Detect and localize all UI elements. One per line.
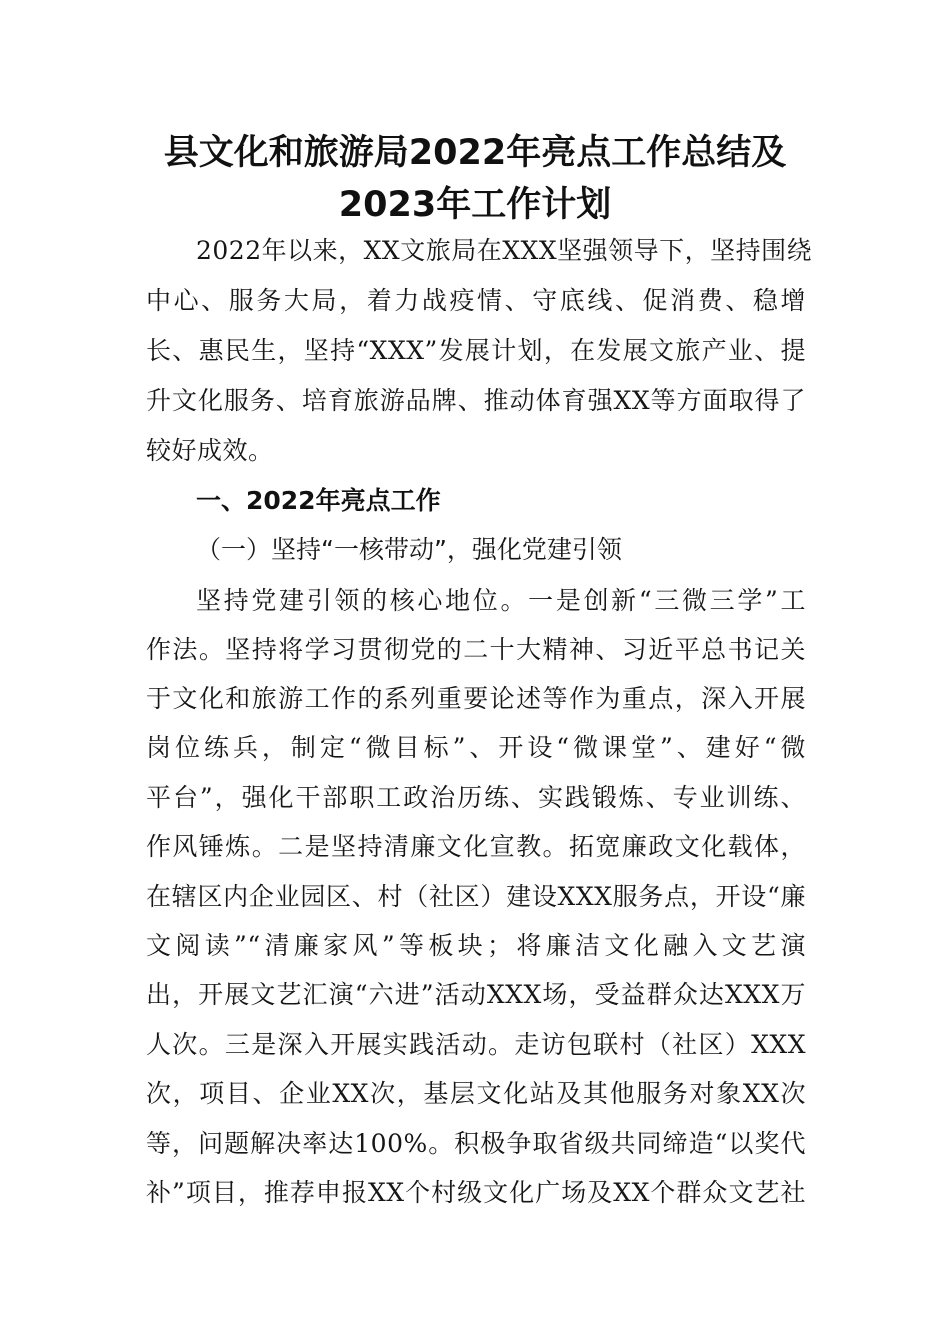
- intro-paragraph-line: 2022年以来，XX文旅局在XXX坚强领导下，坚持围绕: [196, 236, 813, 265]
- body-paragraph-line: 岗位练兵，制定“微目标”、开设“微课堂”、建好“微: [146, 733, 806, 762]
- body-paragraph-line: 补”项目，推荐申报XX个村级文化广场及XX个群众文艺社: [146, 1178, 806, 1207]
- body-paragraph-line: 作法。坚持将学习贯彻党的二十大精神、习近平总书记关: [146, 635, 806, 664]
- body-paragraph-line: 等，问题解决率达100%。积极争取省级共同缔造“以奖代: [146, 1129, 806, 1158]
- body-paragraph-line: 坚持党建引领的核心地位。一是创新“三微三学”工: [196, 586, 806, 615]
- intro-paragraph-line: 升文化服务、培育旅游品牌、推动体育强XX等方面取得了: [146, 386, 806, 415]
- body-paragraph-line: 作风锤炼。二是坚持清廉文化宣教。拓宽廉政文化载体，: [146, 832, 806, 861]
- intro-paragraph-line: 中心、服务大局，着力战疫情、守底线、促消费、稳增: [146, 286, 806, 315]
- section-heading: 一、2022年亮点工作: [196, 486, 441, 515]
- intro-paragraph-line: 长、惠民生，坚持“XXX”发展计划，在发展文旅产业、提: [146, 336, 806, 365]
- body-paragraph-line: 次，项目、企业XX次，基层文化站及其他服务对象XX次: [146, 1079, 806, 1108]
- body-paragraph-line: 平台”，强化干部职工政治历练、实践锻炼、专业训练、: [146, 783, 806, 812]
- body-paragraph-line: 在辖区内企业园区、村（社区）建设XXX服务点，开设“廉: [146, 882, 806, 911]
- body-paragraph-line: 文阅读”“清廉家风”等板块；将廉洁文化融入文艺演: [146, 931, 806, 960]
- body-paragraph-line: 出，开展文艺汇演“六进”活动XXX场，受益群众达XXX万: [146, 980, 806, 1009]
- subsection-heading: （一）坚持“一核带动”，强化党建引领: [196, 535, 622, 564]
- body-paragraph-line: 于文化和旅游工作的系列重要论述等作为重点，深入开展: [146, 684, 806, 713]
- body-paragraph-line: 人次。三是深入开展实践活动。走访包联村（社区）XXX: [146, 1030, 806, 1059]
- document-title-line-2: 2023年工作计划: [338, 185, 612, 225]
- document-title-line-1: 县文化和旅游局2022年亮点工作总结及: [163, 133, 787, 173]
- intro-paragraph-line: 较好成效。: [146, 436, 274, 465]
